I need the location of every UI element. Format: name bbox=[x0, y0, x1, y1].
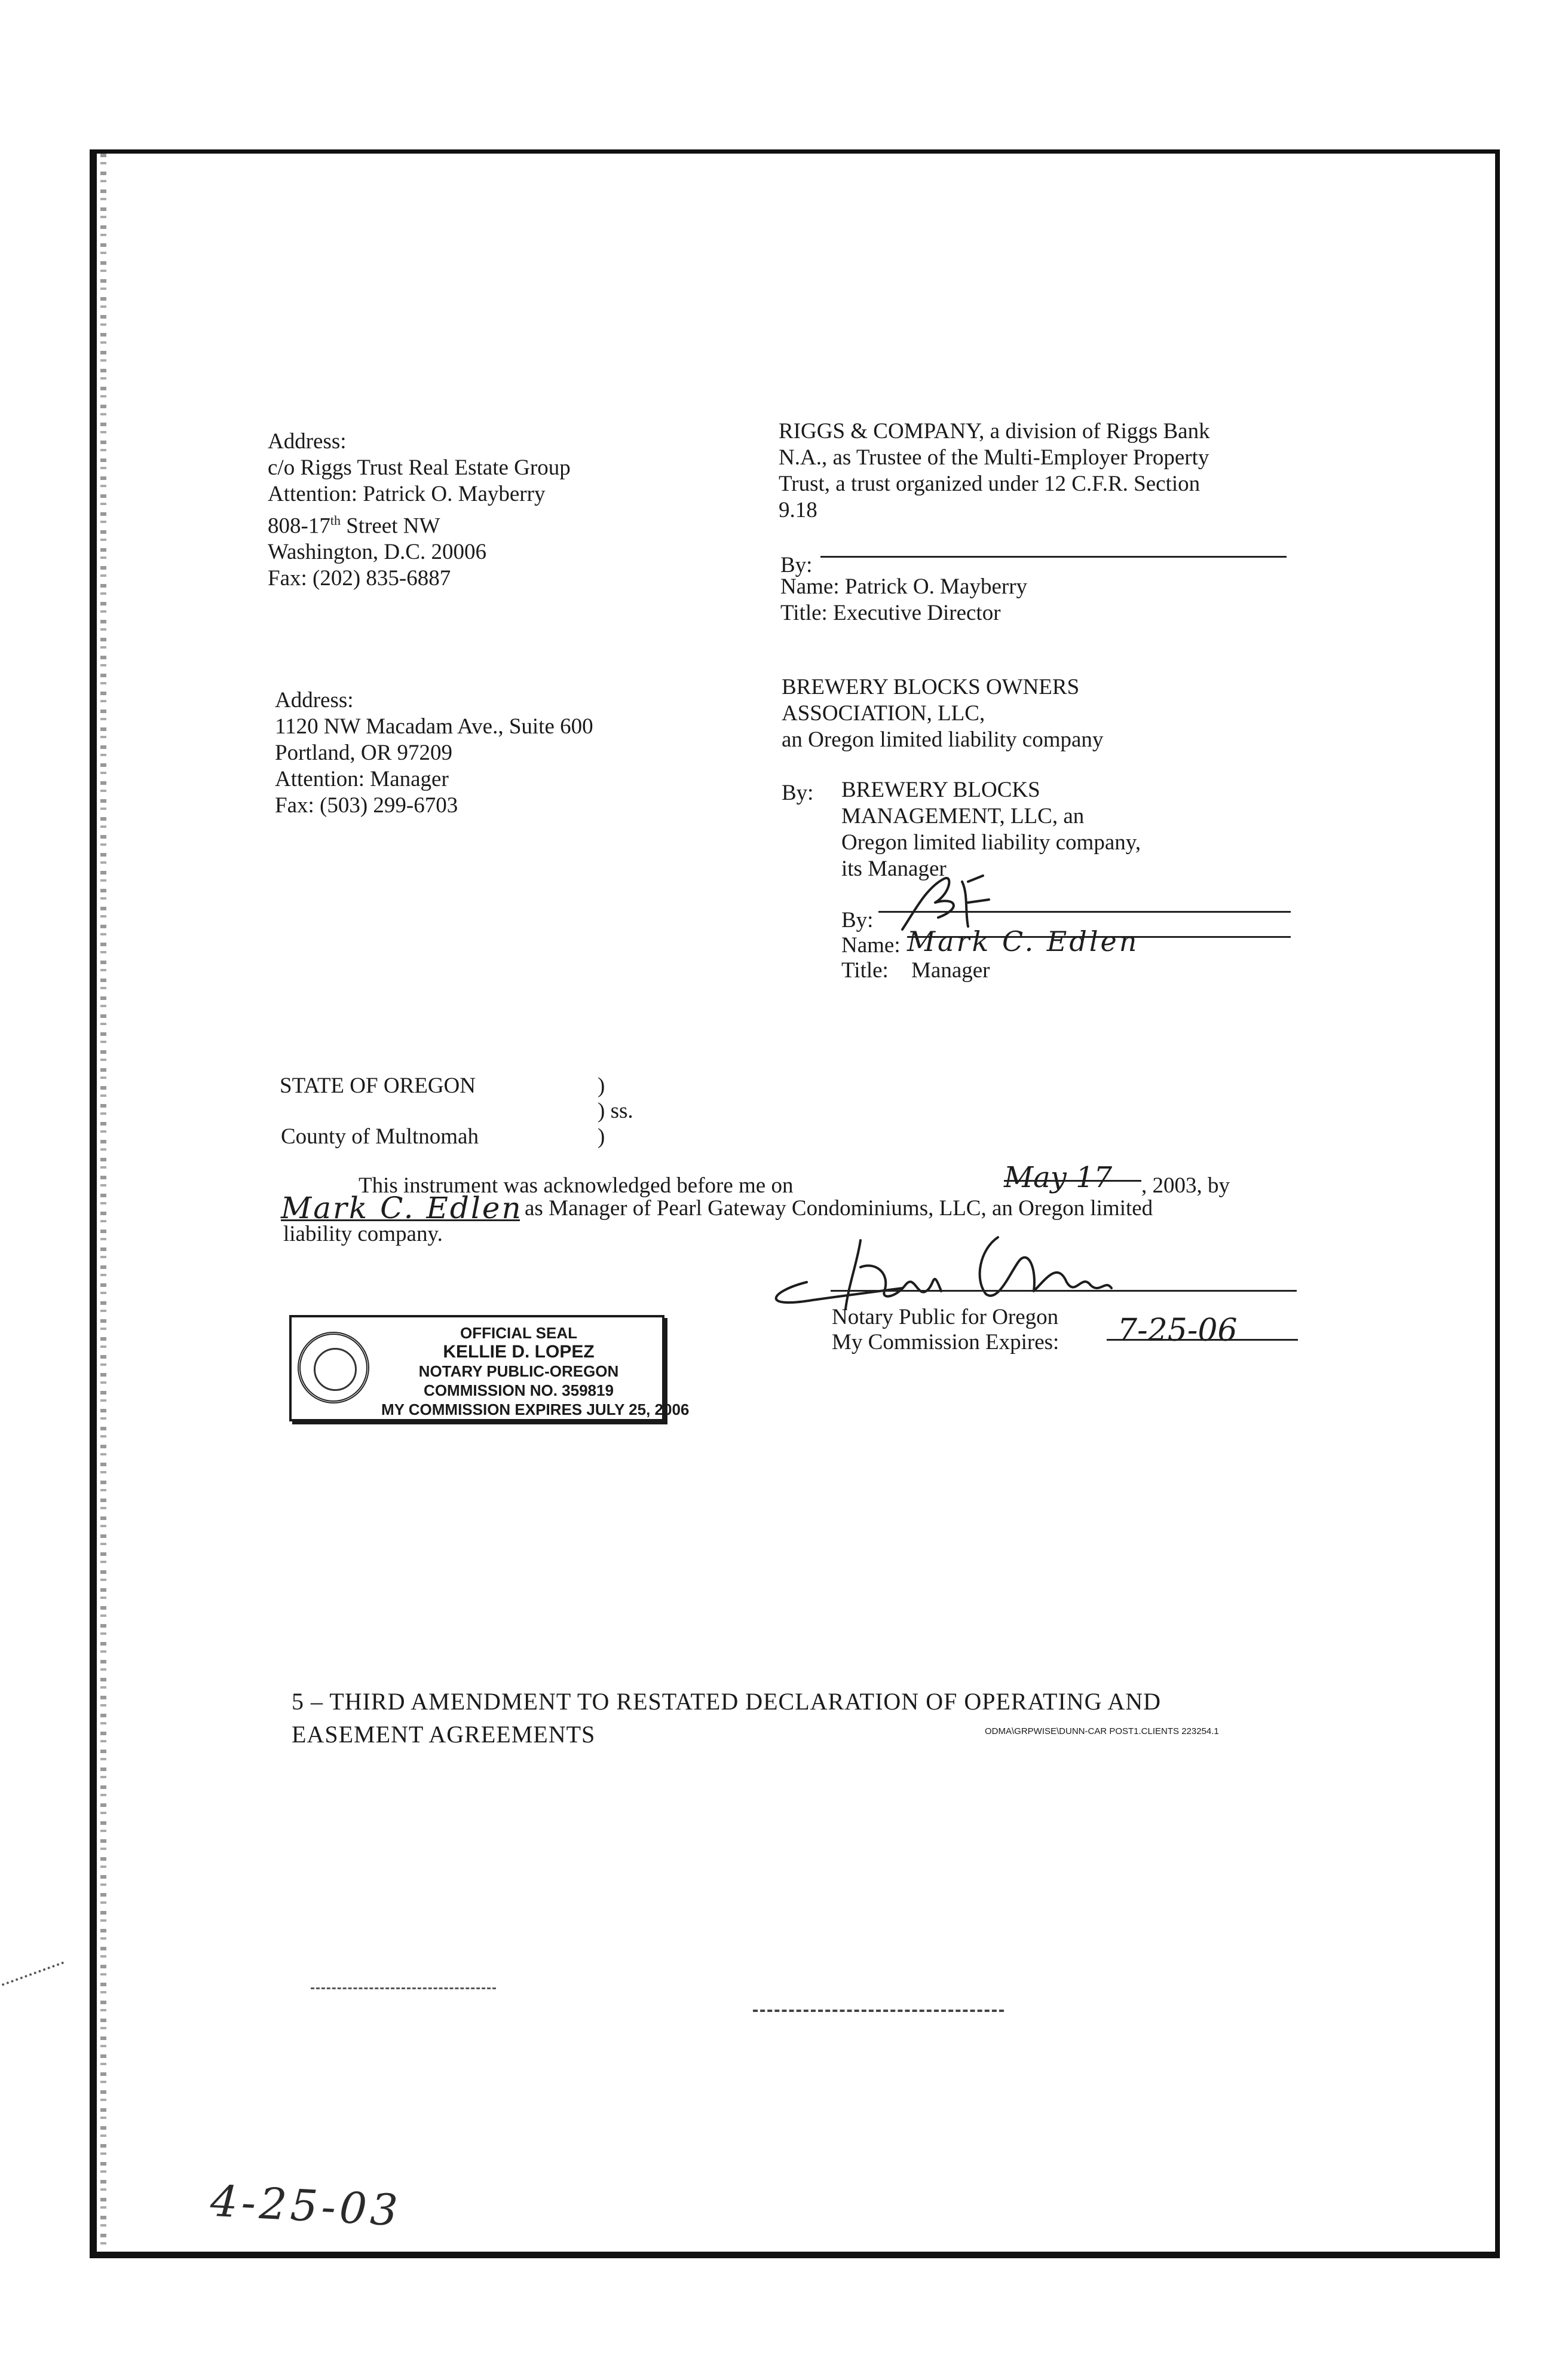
riggs-address-line5: Fax: (202) 835-6887 bbox=[268, 566, 451, 591]
riggs-address-line3 bbox=[268, 507, 571, 539]
brewery-handwritten-name: Mark C. Edlen bbox=[907, 925, 1140, 958]
ack-text-line2: as Manager of Pearl Gateway Condominiums, LLC, an Oregon limited bbox=[525, 1196, 1153, 1221]
riggs-by-label: By: bbox=[780, 553, 813, 577]
seal-line1: OFFICIAL SEAL bbox=[460, 1324, 577, 1342]
brewery-sig-by-label: By: bbox=[841, 908, 874, 932]
riggs-party-block bbox=[779, 418, 1210, 524]
brewery-party-line3: an Oregon limited liability company bbox=[782, 727, 1104, 752]
brewery-manager-line1: BREWERY BLOCKS bbox=[841, 778, 1040, 802]
venue-ss: ) ss. bbox=[598, 1099, 633, 1123]
ack-year: , 2003, by bbox=[1141, 1173, 1230, 1198]
brewery-manager-line4: its Manager bbox=[841, 857, 947, 881]
brewery-address-heading: Address: bbox=[275, 688, 354, 712]
ack-handwritten-date: May 17 bbox=[1004, 1161, 1113, 1194]
brewery-address-block bbox=[275, 687, 593, 819]
brewery-party-line2: ASSOCIATION, LLC, bbox=[782, 701, 985, 726]
riggs-title-line: Title: Executive Director bbox=[780, 601, 1001, 625]
footer-doc-reference: ODMA\GRPWISE\DUNN-CAR POST1.CLIENTS 223254.1 bbox=[985, 1726, 1219, 1736]
brewery-address-line4: Fax: (503) 299-6703 bbox=[275, 793, 458, 818]
ack-text-line3: liability company. bbox=[283, 1222, 443, 1246]
riggs-party-line4: 9.18 bbox=[779, 498, 817, 522]
venue-county: County of Multnomah bbox=[281, 1124, 479, 1149]
scan-artifact-edge bbox=[2, 1961, 65, 1986]
riggs-street-suffix: th bbox=[330, 513, 341, 528]
notary-expires-label: My Commission Expires: bbox=[832, 1330, 1059, 1354]
brewery-party-line1: BREWERY BLOCKS OWNERS bbox=[782, 675, 1080, 699]
footer-line1: 5 – THIRD AMENDMENT TO RESTATED DECLARATION OF OPERATING AND bbox=[292, 1688, 1161, 1715]
notary-expires-handwritten: 7-25-06 bbox=[1117, 1313, 1238, 1348]
riggs-address-block bbox=[268, 429, 571, 592]
brewery-manager-block bbox=[841, 777, 1141, 882]
brewery-party-block bbox=[782, 674, 1103, 753]
seal-line5: MY COMMISSION EXPIRES JULY 25, 2006 bbox=[381, 1400, 690, 1418]
seal-line3: NOTARY PUBLIC-OREGON bbox=[418, 1362, 619, 1380]
brewery-address-line1: 1120 NW Macadam Ave., Suite 600 bbox=[275, 714, 593, 739]
riggs-address-line1: c/o Riggs Trust Real Estate Group bbox=[268, 455, 571, 480]
brewery-by-label: By: bbox=[782, 781, 814, 805]
seal-text-block bbox=[381, 1323, 690, 1419]
brewery-sig-title-label: Title: bbox=[841, 958, 889, 983]
corner-handwritten-date: 4-25-03 bbox=[209, 2175, 403, 2236]
notary-public-label: Notary Public for Oregon bbox=[832, 1305, 1059, 1329]
riggs-party-line2: N.A., as Trustee of the Multi-Employer Property bbox=[779, 445, 1209, 470]
notary-signature-line bbox=[831, 1290, 1297, 1292]
seal-line2: KELLIE D. LOPEZ bbox=[443, 1342, 595, 1362]
brewery-sig-name-label: Name: bbox=[841, 933, 901, 958]
riggs-address-line4: Washington, D.C. 20006 bbox=[268, 540, 486, 565]
venue-paren-1: ) bbox=[598, 1074, 605, 1098]
riggs-party-line3: Trust, a trust organized under 12 C.F.R. Section bbox=[779, 472, 1200, 496]
brewery-manager-line3: Oregon limited liability company, bbox=[841, 830, 1141, 855]
riggs-party-line1: RIGGS & COMPANY, a division of Riggs Bank bbox=[779, 419, 1210, 444]
ack-handwritten-name: Mark C. Edlen bbox=[281, 1191, 523, 1225]
riggs-signature-line bbox=[820, 556, 1287, 558]
brewery-address-line3: Attention: Manager bbox=[275, 767, 449, 791]
venue-paren-3: ) bbox=[598, 1124, 605, 1149]
riggs-street-number: 808-17 bbox=[268, 513, 330, 539]
scan-artifact-line2 bbox=[753, 2010, 1004, 2012]
riggs-address-line2: Attention: Patrick O. Mayberry bbox=[268, 482, 546, 506]
riggs-street-name: Street NW bbox=[340, 513, 440, 539]
seal-line4: COMMISSION NO. 359819 bbox=[424, 1381, 614, 1399]
state-seal-emblem-icon bbox=[298, 1332, 369, 1403]
brewery-sig-title-value: Manager bbox=[911, 958, 990, 983]
brewery-address-line2: Portland, OR 97209 bbox=[275, 741, 453, 765]
riggs-address-heading: Address: bbox=[268, 429, 347, 454]
venue-state: STATE OF OREGON bbox=[280, 1074, 476, 1098]
official-seal-stamp bbox=[289, 1315, 690, 1421]
scan-artifact-line1 bbox=[311, 1987, 496, 1989]
ack-text-part1: This instrument was acknowledged before me on bbox=[359, 1173, 794, 1198]
brewery-manager-line2: MANAGEMENT, LLC, an bbox=[841, 804, 1085, 828]
footer-line2: EASEMENT AGREEMENTS bbox=[292, 1721, 596, 1748]
riggs-name-line: Name: Patrick O. Mayberry bbox=[780, 574, 1028, 599]
